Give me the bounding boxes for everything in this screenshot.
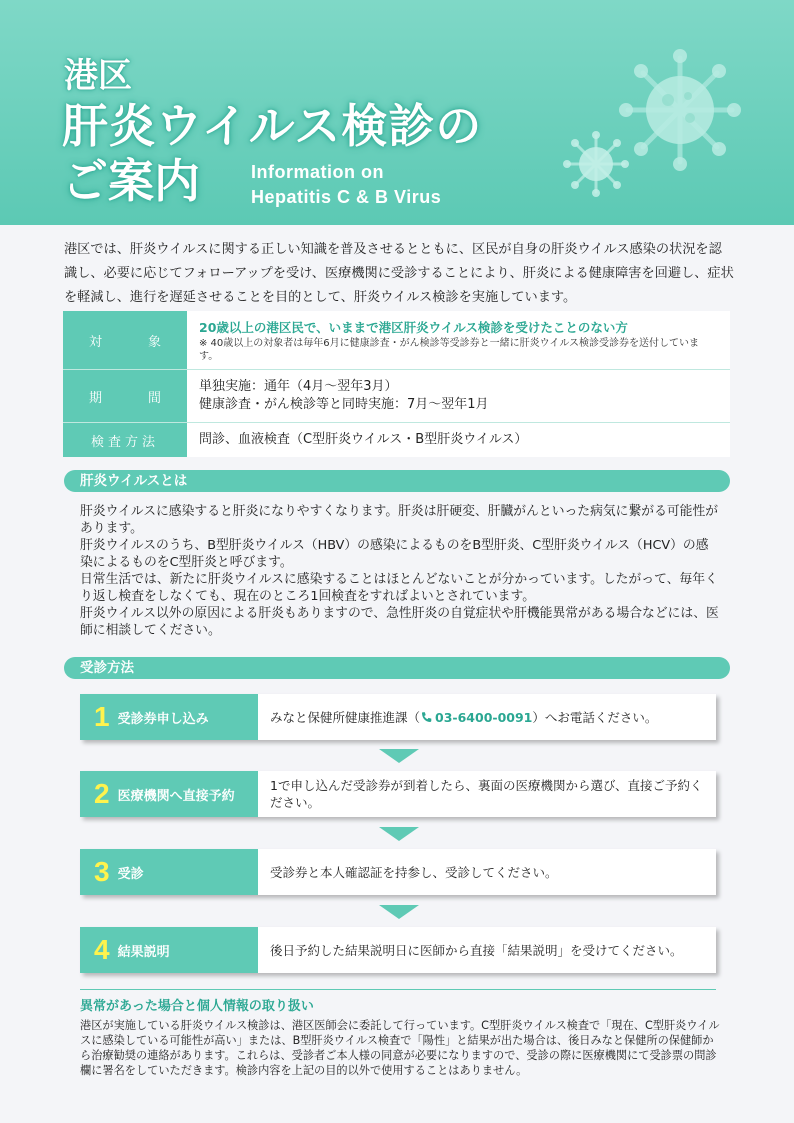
info-row-target — [63, 311, 730, 370]
about-paragraph: 肝炎ウイルスに感染すると肝炎になりやすくなります。肝炎は肝硬変、肝臓がんといった病気に繋がる可能性があります。 — [80, 504, 719, 536]
down-arrow-icon — [379, 827, 419, 841]
info-row-method — [63, 423, 730, 457]
about-text — [80, 503, 720, 639]
page-title-line2: ご案内 — [62, 154, 200, 208]
step-number: 4 — [94, 934, 110, 965]
period-label — [63, 370, 187, 422]
target-note: ※ 40歳以上の対象者は毎年6月に健康診査・がん検診等受診券と一緒に肝炎ウイルス検診受診券を送付しています。 — [199, 338, 700, 362]
period-line1: 単独実施：通年（4月～翌年3月） — [199, 379, 398, 394]
virus-illustration — [560, 128, 632, 200]
step-1-label-box — [80, 694, 258, 740]
section-heading-about: 肝炎ウイルスとは — [64, 470, 730, 492]
step-4-label-box — [80, 927, 258, 973]
step-label: 受診 — [117, 866, 144, 882]
footer-title: 異常があった場合と個人情報の取り扱い — [80, 999, 314, 1014]
about-paragraph: 肝炎ウイルス以外の原因による肝炎もありますので、急性肝炎の自覚症状や肝機能異常がある場合などには、医師に相談してください。 — [80, 606, 719, 638]
step-4-text: 後日予約した結果説明日に医師から直接「結果説明」を受けてください。 — [270, 942, 683, 958]
step-2-text: 1で申し込んだ受診券が到着したら、裏面の医療機関から選び、直接ご予約ください。 — [270, 778, 703, 810]
step-3-text: 受診券と本人確認証を持参し、受診してください。 — [270, 864, 558, 880]
info-row-period — [63, 370, 730, 423]
english-subtitle — [251, 160, 441, 210]
step-label: 医療機関へ直接予約 — [117, 788, 235, 804]
english-subtitle-line2: Hepatitis C & B Virus — [251, 187, 442, 207]
period-label-char1: 期 — [89, 390, 111, 406]
step-text-part: ）へお電話ください。 — [532, 709, 658, 725]
method-label — [63, 423, 187, 457]
step-2-label-box — [80, 771, 258, 817]
about-paragraph: 日常生活では、新たに肝炎ウイルスに感染することはほとんどないことが分かっています。したがって、毎年くり返し検査をしなくても、現在のところ1回検査をすればよいとされています。 — [80, 572, 718, 604]
period-line2: 健康診査・がん検診等と同時実施：7月～翌年1月 — [199, 397, 489, 412]
period-label-char2: 間 — [147, 390, 169, 406]
phone-number[interactable]: 03-6400-0091 — [435, 709, 533, 725]
down-arrow-icon — [379, 749, 419, 763]
period-value — [187, 370, 730, 422]
method-value: 問診、血液検査（C型肝炎ウイルス・B型肝炎ウイルス） — [187, 423, 730, 457]
down-arrow-icon — [379, 905, 419, 919]
target-value — [187, 311, 730, 369]
step-1-text — [258, 694, 716, 740]
page-title: 肝炎ウイルス検診の — [62, 99, 483, 153]
step-3 — [80, 849, 716, 895]
intro-paragraph: 港区では、肝炎ウイルスに関する正しい知識を普及させるとともに、区民が自身の肝炎ウイルス感染の状況を認識し、必要に応じてフォローアップを受け、医療機関に受診することにより、肝炎による健康障害を回避し、症状を軽減し、進行を遅延させることを目的として、肝炎ウイルス検診を実施しています。 — [64, 242, 734, 305]
target-label — [63, 311, 187, 369]
step-number: 3 — [94, 856, 110, 887]
method-label-text: 検査方法 — [90, 434, 159, 450]
step-number: 1 — [94, 701, 110, 732]
footer-body: 港区が実施している肝炎ウイルス検診は、港区医師会に委託して行っています。C型肝炎ウイルス検査で「現在、C型肝炎ウイルスに感染している可能性が高い」または、B型肝炎ウイルス検査で「陽性」と結果が出た場合は、後日みなと保健所の保健師から治療勧奨の連絡があります。これらは、受診者ご本人様の同意が必要になりますので、受診の際に医療機関にて受診票の問診欄に署名をしていただきます。検診内容を上記の目的以外で使用することはありません。 — [80, 1019, 720, 1077]
target-label-char1: 対 — [89, 334, 111, 350]
step-4 — [80, 927, 716, 973]
divider — [80, 989, 716, 990]
about-paragraph: 肝炎ウイルスのうち、B型肝炎ウイルス（HBV）の感染によるものをB型肝炎、C型肝炎ウイルス（HCV）の感染によるものをC型肝炎と呼びます。 — [80, 538, 709, 570]
step-text-part: みなと保健所健康推進課（ — [270, 709, 421, 725]
ward-name: 港区 — [64, 56, 132, 96]
step-2 — [80, 771, 716, 817]
step-number: 2 — [94, 778, 110, 809]
step-label: 受診券申し込み — [117, 711, 209, 727]
target-main: 20歳以上の港区民で、いままで港区肝炎ウイルス検診を受けたことのない方 — [199, 320, 628, 335]
phone-icon — [420, 711, 433, 724]
step-1 — [80, 694, 716, 740]
header-banner — [0, 0, 794, 225]
step-3-label-box — [80, 849, 258, 895]
step-label: 結果説明 — [117, 944, 170, 960]
section-heading-steps: 受診方法 — [64, 657, 730, 679]
english-subtitle-line1: Information on — [251, 162, 384, 182]
target-label-char2: 象 — [147, 334, 169, 350]
info-table — [63, 311, 730, 457]
